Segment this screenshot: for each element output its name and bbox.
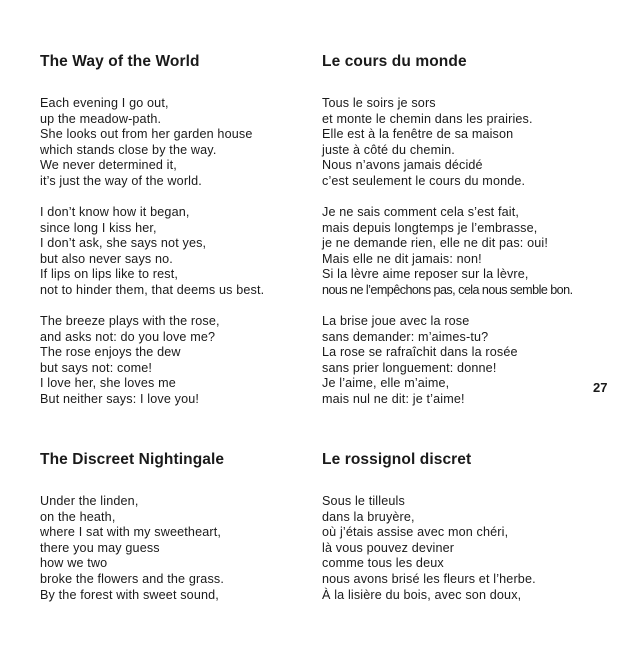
stanza <box>40 314 220 408</box>
verse-line: I love her, she loves me <box>40 376 176 391</box>
verse-line: Elle est à la fenêtre de sa maison <box>322 127 514 142</box>
page-number: 27 <box>593 380 608 395</box>
stanza <box>322 96 533 190</box>
verse-line: But neither says: I love you! <box>40 391 200 406</box>
verse-line: À la lisière du bois, avec son doux, <box>322 587 522 602</box>
poem-title: Le cours du monde <box>322 53 467 70</box>
verse-line: mais nul ne dit: je t’aime! <box>322 391 465 406</box>
stanza <box>322 494 536 603</box>
verse-line: c’est seulement le cours du monde. <box>322 173 526 188</box>
verse-line: juste à côté du chemin. <box>322 142 455 157</box>
stanza <box>40 96 252 190</box>
verse-line: dans la bruyère, <box>322 509 415 524</box>
verse-line: Je ne sais comment cela s’est fait, <box>322 205 520 219</box>
verse-line: If lips on lips like to rest, <box>40 267 179 282</box>
verse-line: Sous le tilleuls <box>322 494 405 508</box>
verse-line: since long I kiss her, <box>40 220 157 235</box>
stanza <box>40 494 224 603</box>
verse-line: She looks out from her garden house <box>40 127 253 142</box>
verse-line: Je l’aime, elle m’aime, <box>322 376 450 391</box>
verse-line: Si la lèvre aime reposer sur la lèvre, <box>322 267 529 282</box>
stanza <box>322 314 518 408</box>
verse-line: The rose enjoys the dew <box>40 345 181 360</box>
verse-line: où j’étais assise avec mon chéri, <box>322 525 509 540</box>
verse-line: Tous le soirs je sors <box>322 96 436 110</box>
verse-line: mais depuis longtemps je l’embrasse, <box>322 220 538 235</box>
stanza <box>40 205 264 299</box>
verse-line: The breeze plays with the rose, <box>40 314 220 328</box>
verse-line: je ne demande rien, elle ne dit pas: oui! <box>322 236 548 251</box>
verse-line: sans demander: m’aimes-tu? <box>322 329 489 344</box>
verse-line: comme tous les deux <box>322 556 444 571</box>
verse-line: but says not: come! <box>40 360 153 375</box>
verse-line: how we two <box>40 556 108 571</box>
verse-line: but also never says no. <box>40 251 173 266</box>
poem-title: Le rossignol discret <box>322 451 472 468</box>
verse-line: La brise joue avec la rose <box>322 314 470 328</box>
verse-line: Mais elle ne dit jamais: non! <box>322 251 482 266</box>
verse-line: et monte le chemin dans les prairies. <box>322 111 533 126</box>
verse-line: nous ne l’empêchons pas, cela nous semble bon. <box>322 282 573 297</box>
verse-line: I don’t ask, she says not yes, <box>40 236 207 251</box>
verse-line: which stands close by the way. <box>40 142 217 157</box>
verse-line: broke the flowers and the grass. <box>40 571 225 586</box>
verse-line: Under the linden, <box>40 494 139 508</box>
verse-line: Each evening I go out, <box>40 96 169 110</box>
verse-line: where I sat with my sweetheart, <box>40 525 222 540</box>
verse-line: on the heath, <box>40 509 116 524</box>
verse-line: sans prier longuement: donne! <box>322 360 497 375</box>
verse-line: La rose se rafraîchit dans la rosée <box>322 345 518 360</box>
stanza <box>322 205 573 299</box>
verse-line: it’s just the way of the world. <box>40 173 202 188</box>
poem-title: The Discreet Nightingale <box>40 451 225 468</box>
poem-title: The Way of the World <box>40 53 200 70</box>
verse-line: I don’t know how it began, <box>40 205 190 219</box>
verse-line: nous avons brisé les fleurs et l’herbe. <box>322 571 536 586</box>
verse-line: là vous pouvez deviner <box>322 540 455 555</box>
verse-line: up the meadow-path. <box>40 111 162 126</box>
verse-line: and asks not: do you love me? <box>40 329 216 344</box>
verse-line: not to hinder them, that deems us best. <box>40 282 265 297</box>
verse-line: there you may guess <box>40 540 160 555</box>
verse-line: We never determined it, <box>40 158 177 173</box>
verse-line: Nous n’avons jamais décidé <box>322 158 483 173</box>
verse-line: By the forest with sweet sound, <box>40 587 219 602</box>
